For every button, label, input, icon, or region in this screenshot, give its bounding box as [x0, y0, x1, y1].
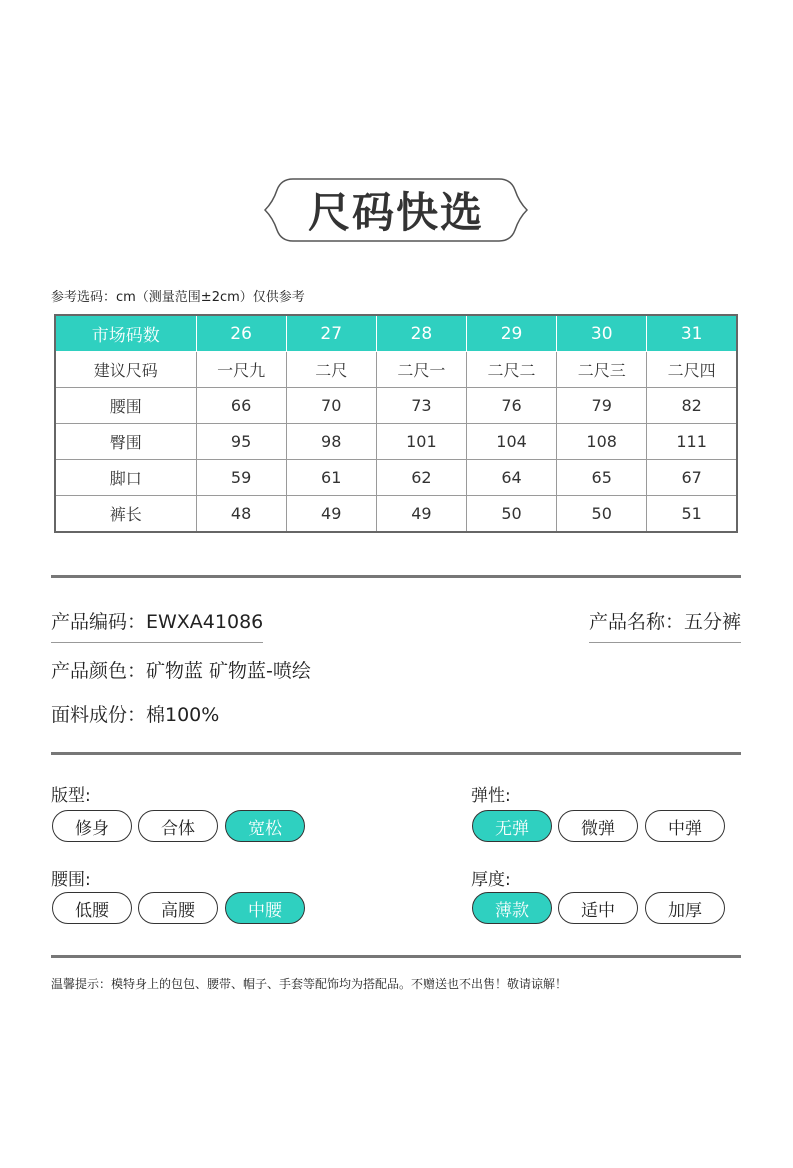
table-header-row: [55, 315, 737, 352]
divider: [51, 752, 741, 755]
table-cell: 50: [557, 496, 647, 533]
table-row: [55, 460, 737, 496]
product-name: 产品名称：五分裤: [589, 607, 741, 643]
table-row: [55, 352, 737, 388]
page-title: 尺码快选: [307, 188, 484, 237]
waist-label: 腰围:: [51, 870, 91, 890]
table-cell: 49: [286, 496, 376, 533]
table-cell: 64: [466, 460, 556, 496]
table-header-cell: 30: [557, 315, 647, 352]
table-cell: 73: [376, 388, 466, 424]
thickness-option-thin[interactable]: 薄款: [472, 892, 552, 924]
size-table: [54, 314, 738, 533]
table-cell: 61: [286, 460, 376, 496]
table-row-label: 脚口: [55, 460, 196, 496]
table-cell: 48: [196, 496, 286, 533]
table-cell: 76: [466, 388, 556, 424]
waist-option-high[interactable]: 高腰: [138, 892, 218, 924]
fit-option-slim[interactable]: 修身: [52, 810, 132, 842]
product-color: 产品颜色：矿物蓝 矿物蓝-喷绘: [51, 660, 311, 682]
divider: [51, 575, 741, 578]
table-cell: 二尺四: [647, 352, 737, 388]
title-banner: [263, 178, 529, 242]
table-cell: 79: [557, 388, 647, 424]
elasticity-option-medium[interactable]: 中弹: [645, 810, 725, 842]
fit-option-loose[interactable]: 宽松: [225, 810, 305, 842]
table-cell: 二尺三: [557, 352, 647, 388]
table-header-cell: 31: [647, 315, 737, 352]
elasticity-option-slight[interactable]: 微弹: [558, 810, 638, 842]
table-row-label: 建议尺码: [55, 352, 196, 388]
table-cell: 一尺九: [196, 352, 286, 388]
table-cell: 101: [376, 424, 466, 460]
thickness-option-thick[interactable]: 加厚: [645, 892, 725, 924]
reference-note: 参考选码：cm（测量范围±2cm）仅供参考: [51, 290, 305, 305]
table-cell: 104: [466, 424, 556, 460]
table-cell: 50: [466, 496, 556, 533]
table-cell: 82: [647, 388, 737, 424]
product-fabric: 面料成份：棉100%: [51, 704, 220, 726]
table-cell: 67: [647, 460, 737, 496]
table-header-cell: 28: [376, 315, 466, 352]
table-header-cell: 26: [196, 315, 286, 352]
table-cell: 70: [286, 388, 376, 424]
table-row: [55, 496, 737, 533]
table-row-label: 裤长: [55, 496, 196, 533]
product-code: 产品编码：EWXA41086: [51, 607, 263, 643]
waist-option-mid[interactable]: 中腰: [225, 892, 305, 924]
thickness-option-medium[interactable]: 适中: [558, 892, 638, 924]
table-cell: 二尺二: [466, 352, 556, 388]
table-cell: 62: [376, 460, 466, 496]
table-cell: 65: [557, 460, 647, 496]
table-row: [55, 424, 737, 460]
table-cell: 66: [196, 388, 286, 424]
fit-option-regular[interactable]: 合体: [138, 810, 218, 842]
waist-option-low[interactable]: 低腰: [52, 892, 132, 924]
elasticity-option-none[interactable]: 无弹: [472, 810, 552, 842]
table-cell: 111: [647, 424, 737, 460]
thickness-label: 厚度:: [471, 870, 511, 890]
elasticity-label: 弹性:: [471, 786, 511, 806]
tip-note: 温馨提示：模特身上的包包、腰带、帽子、手套等配饰均为搭配品。不赠送也不出售！敬请谅解！: [51, 977, 568, 991]
table-cell: 51: [647, 496, 737, 533]
table-header-cell: 29: [466, 315, 556, 352]
table-cell: 98: [286, 424, 376, 460]
table-row-label: 腰围: [55, 388, 196, 424]
table-cell: 二尺: [286, 352, 376, 388]
table-row: [55, 388, 737, 424]
table-cell: 59: [196, 460, 286, 496]
table-cell: 108: [557, 424, 647, 460]
table-row-label: 臀围: [55, 424, 196, 460]
fit-label: 版型:: [51, 786, 91, 806]
table-cell: 49: [376, 496, 466, 533]
table-cell: 95: [196, 424, 286, 460]
table-header-label: 市场码数: [55, 315, 196, 352]
divider: [51, 955, 741, 958]
table-cell: 二尺一: [376, 352, 466, 388]
table-header-cell: 27: [286, 315, 376, 352]
